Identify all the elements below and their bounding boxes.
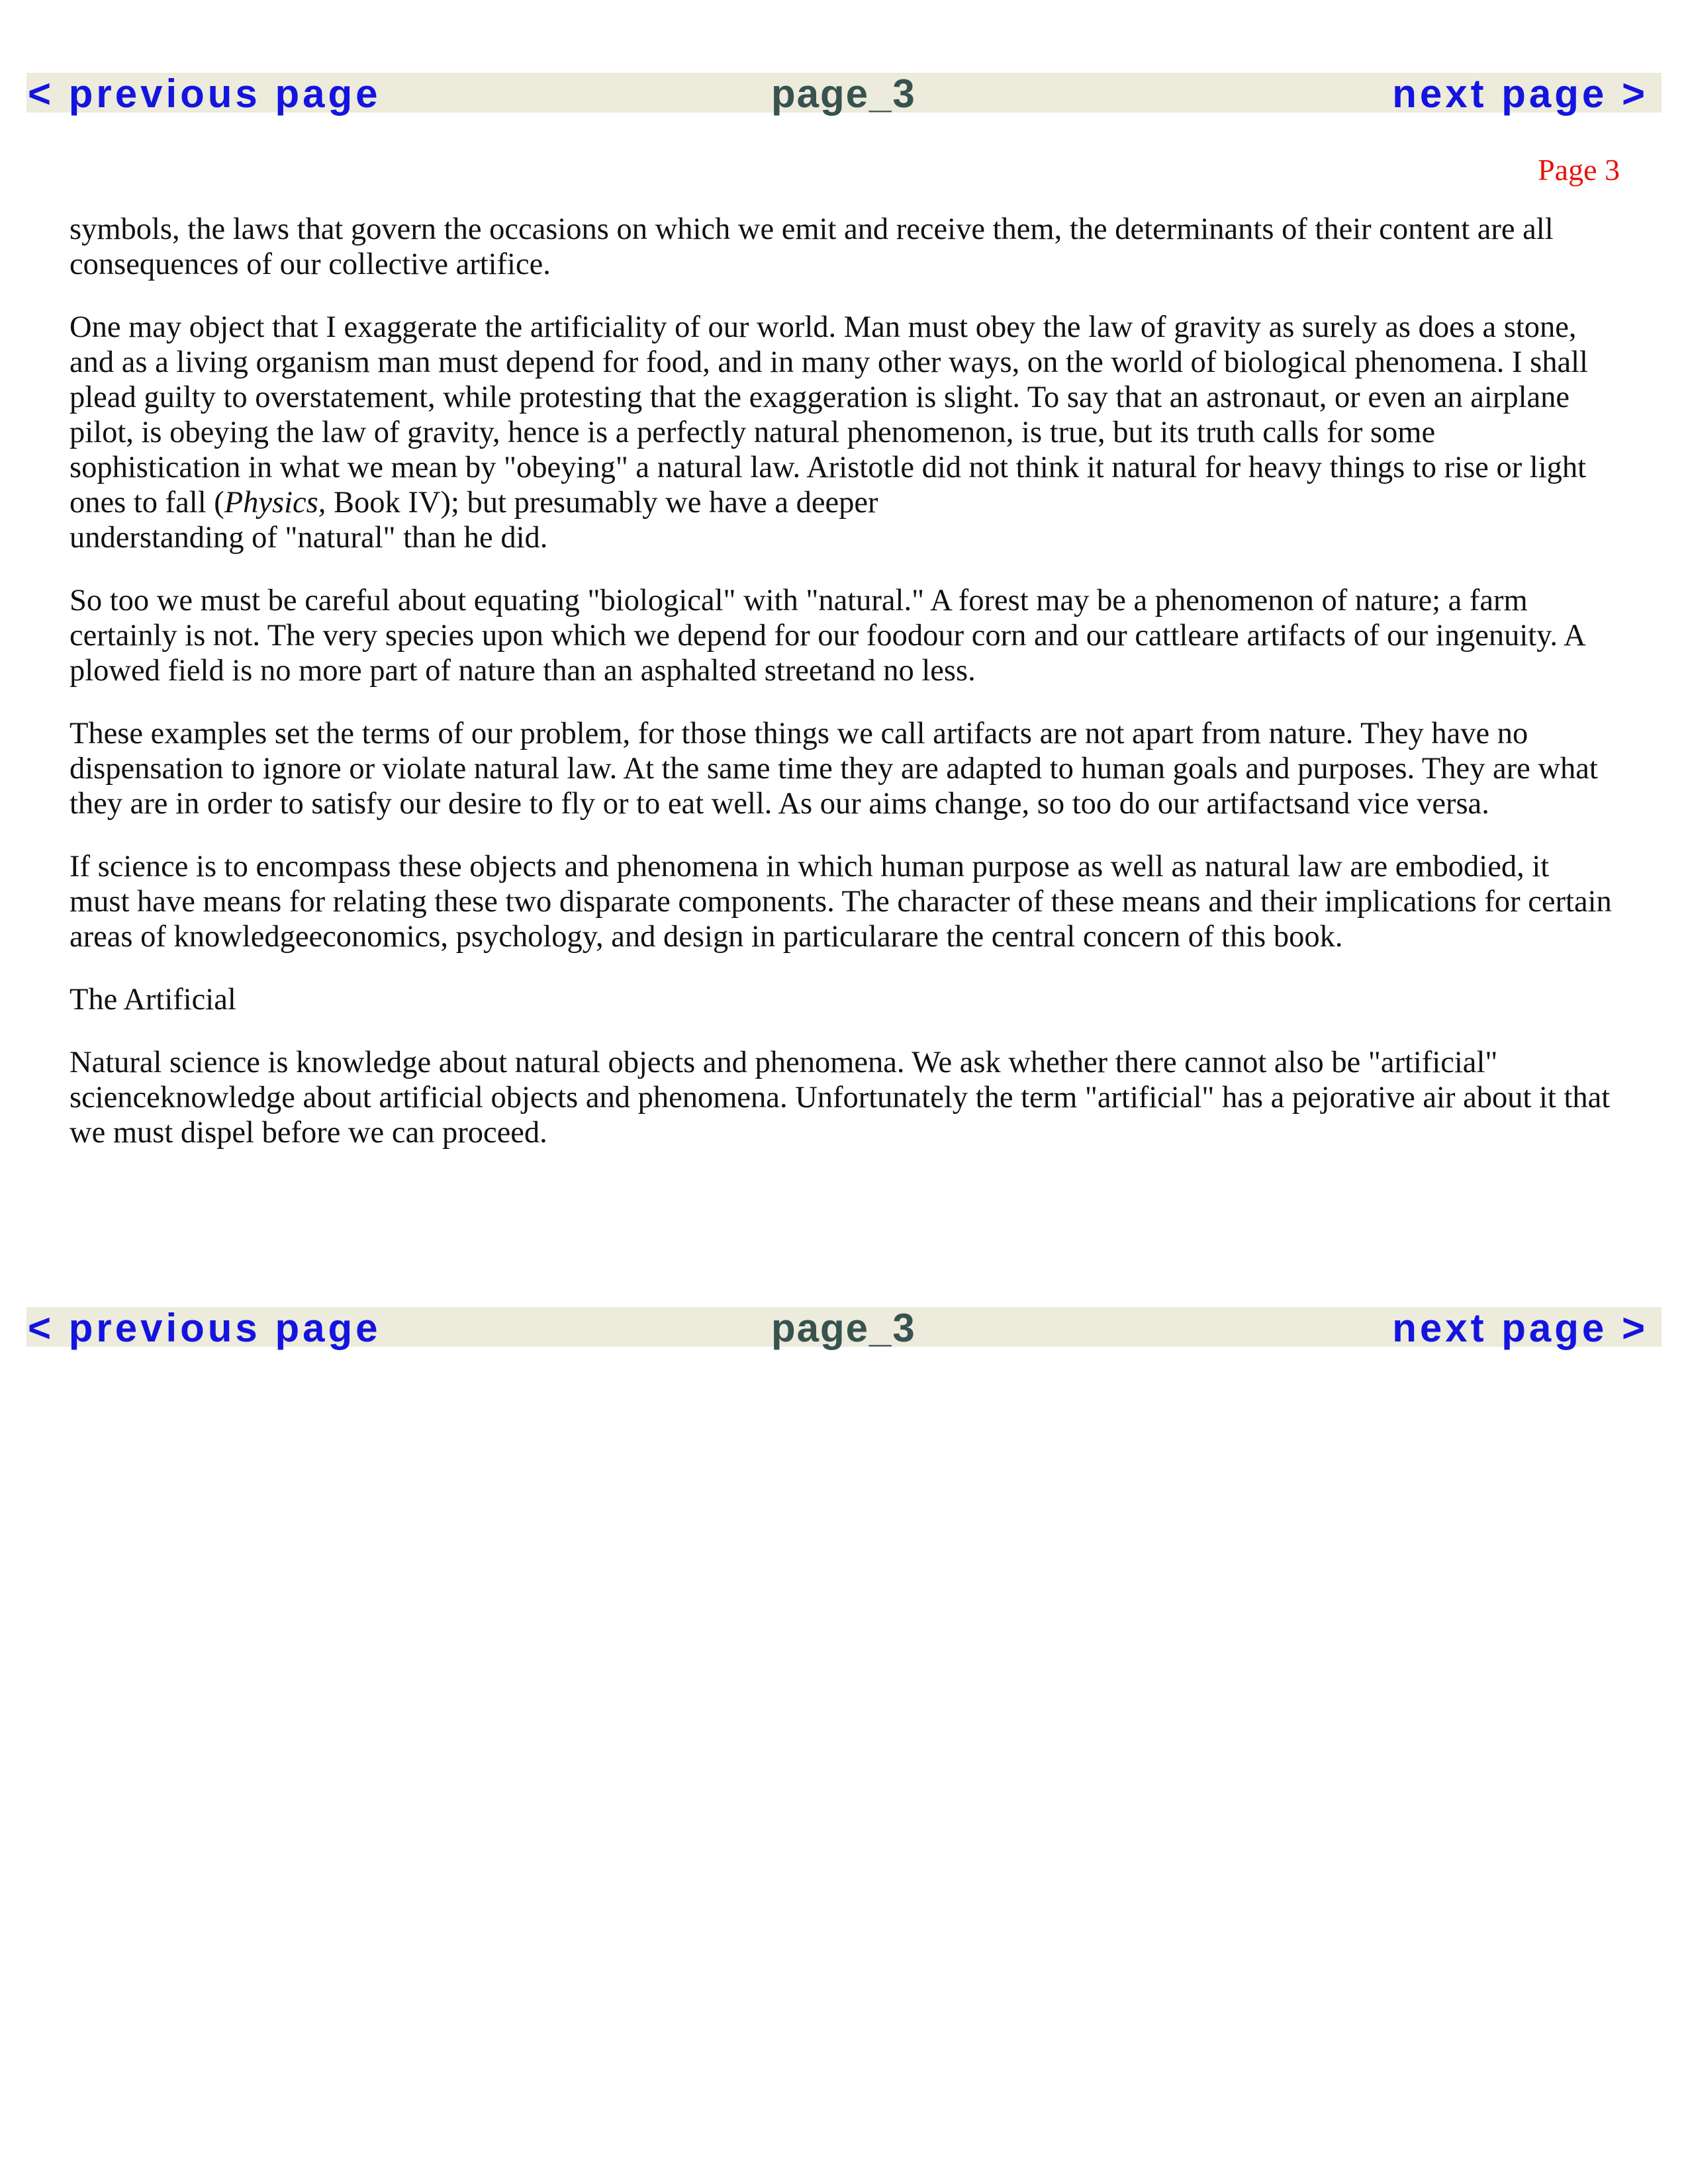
- paragraph-6: Natural science is knowledge about natural objects and phenomena. We ask whether there cannot also be "artificial" scienceknowledge about artificial objects and phenomena. Unfortunately the term "artificial" has a pejorative air about it that we must dispel before we can proceed.: [70, 1046, 1611, 1150]
- previous-page-link[interactable]: < previous page: [28, 71, 381, 116]
- bottom-navigation-bar: [26, 1306, 1662, 1350]
- paragraph-2: [70, 310, 1612, 555]
- page-title: page_3: [771, 71, 916, 116]
- paragraph-2-part-1: One may object that I exaggerate the artificiality of our world. Man must obey the law of gravity as surely as does a stone, and as a living organism man must depend for food, and in many other ways, on the world of biological phenomena. I shall plead guilty to overstatement, while protesting that the exaggeration is slight. To say that an astronaut, or even an airplane pilot, is obeying the law of gravity, hence is a perfectly natural phenomenon, is true, but its truth calls for some sophistication in what we mean by "obeying" a natural law. Aristotle did not think it natural for heavy things to rise or light ones to fall (: [70, 310, 1588, 520]
- paragraph-2-part-2: Book IV); but presumably we have a deeper: [326, 486, 878, 520]
- page-number: Page 3: [1538, 153, 1620, 187]
- top-navigation-bar: [26, 71, 1662, 116]
- previous-page-link-bottom[interactable]: < previous page: [28, 1306, 381, 1350]
- page-title-bottom: page_3: [771, 1306, 916, 1350]
- paragraph-2-part-3: understanding of "natural" than he did.: [70, 521, 548, 555]
- section-heading: The Artificial: [70, 983, 236, 1017]
- document-body: [70, 212, 1612, 1178]
- paragraph-5: If science is to encompass these objects and phenomena in which human purpose as well as natural law are embodied, it must have means for relating these two disparate components. The character of these means and their implications for certain areas of knowledgeeconomics, psychology, and design in particularare the central concern of this book.: [70, 850, 1612, 954]
- paragraph-4: These examples set the terms of our problem, for those things we call artifacts are not apart from nature. They have no dispensation to ignore or violate natural law. At the same time they are adapted to human goals and purposes. They are what they are in order to satisfy our desire to fly or to eat well. As our aims change, so too do our artifactsand vice versa.: [70, 717, 1598, 821]
- paragraph-3: So too we must be careful about equating "biological" with "natural." A forest may be a phenomenon of nature; a farm certainly is not. The very species upon which we depend for our foodour corn and our cattleare artifacts of our ingenuity. A plowed field is no more part of nature than an asphalted streetand no less.: [70, 584, 1585, 688]
- book-title-italic: Physics,: [224, 486, 326, 520]
- next-page-link[interactable]: next page >: [1392, 71, 1648, 116]
- paragraph-1: symbols, the laws that govern the occasions on which we emit and receive them, the determinants of their content are all consequences of our collective artifice.: [70, 212, 1554, 281]
- next-page-link-bottom[interactable]: next page >: [1392, 1306, 1648, 1350]
